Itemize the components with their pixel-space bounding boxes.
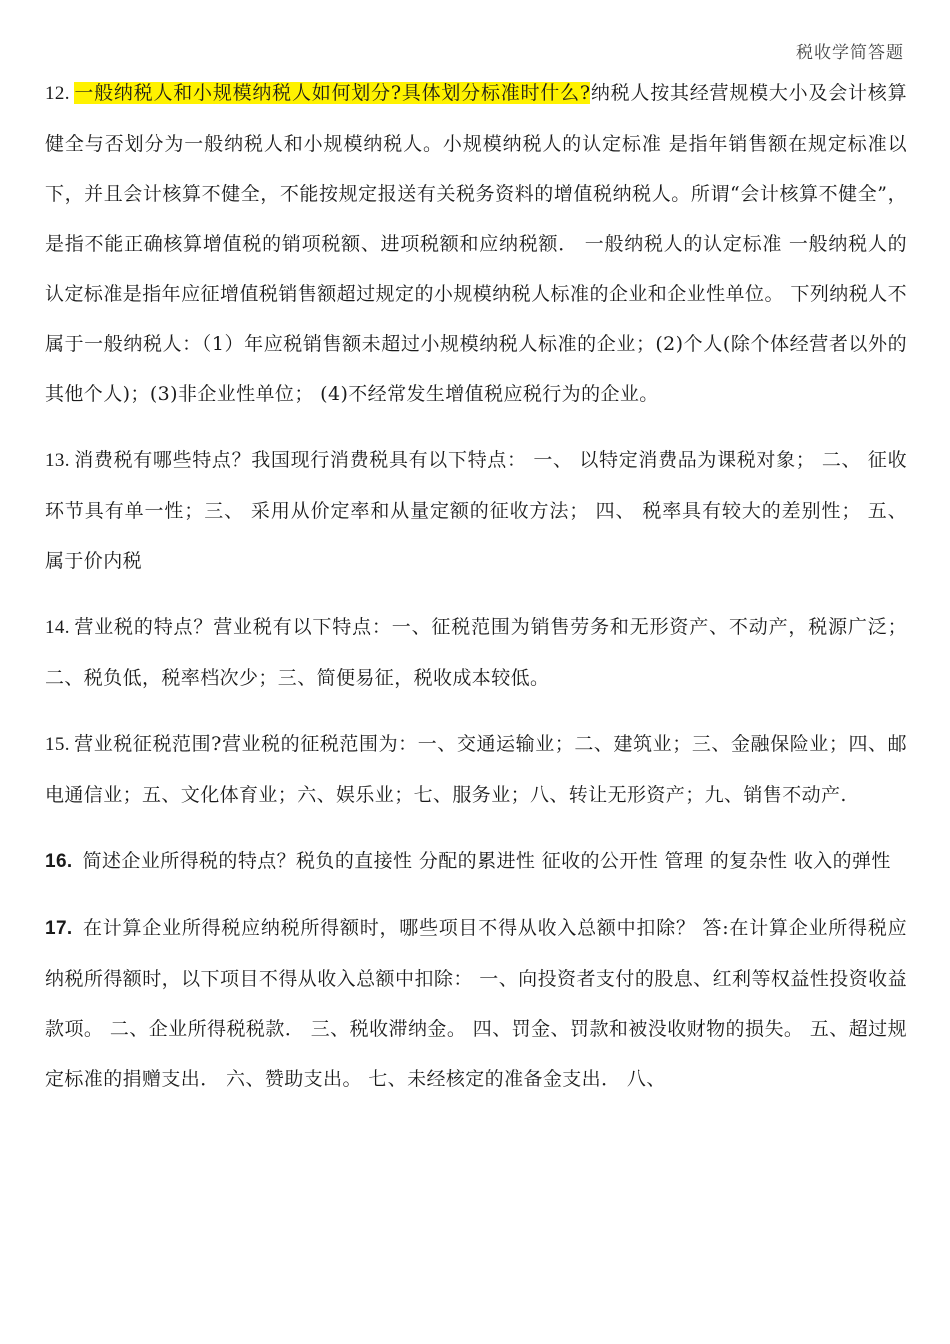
question-number: 17. xyxy=(45,918,73,939)
question-17 xyxy=(45,903,907,1104)
question-number: 15. xyxy=(45,734,70,755)
question-text: 营业税征税范围?营业税的征税范围为：一、交通运输业；二、建筑业；三、金融保险业；四、邮电通信业；五、文化体育业；六、娱乐业；七、服务业；八、转让无形资产；九、销售不动产. xyxy=(45,733,907,806)
page-header-title: 税收学简答题 xyxy=(796,43,904,63)
highlighted-question: 一般纳税人和小规模纳税人如何划分?具体划分标准时什么? xyxy=(73,82,591,104)
question-number: 14. xyxy=(45,617,70,638)
question-12 xyxy=(45,68,907,419)
question-text: 消费税有哪些特点？我国现行消费税具有以下特点： 一、 以特定消费品为课税对象； 二、 征收环节具有单一性；三、 采用从价定率和从量定额的征收方法； 四、 税率具有较大的差别性； 五、 属于价内税 xyxy=(45,449,907,572)
question-number: 12. xyxy=(45,83,70,104)
question-number: 16. xyxy=(45,851,73,872)
question-15 xyxy=(45,719,907,820)
document-body xyxy=(45,68,907,1120)
question-14 xyxy=(45,602,907,703)
question-text: 简述企业所得税的特点？税负的直接性 分配的累进性 征收的公开性 管理 的复杂性 收入的弹性 xyxy=(82,850,891,872)
question-text: 营业税的特点？营业税有以下特点：一、征税范围为销售劳务和无形资产、不动产，税源广泛；二、税负低，税率档次少；三、简便易征，税收成本较低。 xyxy=(45,616,907,689)
question-16 xyxy=(45,836,907,887)
question-13 xyxy=(45,435,907,586)
question-number: 13. xyxy=(45,450,70,471)
question-answer: 纳税人按其经营规模大小及会计核算健全与否划分为一般纳税人和小规模纳税人。小规模纳税人的认定标准 是指年销售额在规定标准以下，并且会计核算不健全，不能按规定报送有关税务资料的增值税纳税人。所谓“会计核算不健全”，是指不能正确核算增值税的销项税额、进项税额和应纳税额． 一般纳税人的认定标准 一般纳税人的认定标准是指年应征增值税销售额超过规定的小规模纳税人标准的企业和企业性单位。 下列纳税人不属于一般纳税人：（1）年应税销售额未超过小规模纳税人标准的企业；(2)个人(除个体经营者以外的其他个人)；(3)非企业性单位； (4)不经常发生增值税应税行为的企业。 xyxy=(45,82,907,405)
question-text: 在计算企业所得税应纳税所得额时，哪些项目不得从收入总额中扣除？ 答:在计算企业所得税应纳税所得额时，以下项目不得从收入总额中扣除： 一、向投资者支付的股息、红利等权益性投资收益款项。 二、企业所得税税款． 三、税收滞纳金。 四、罚金、罚款和被没收财物的损失。 五、超过规定标准的捐赠支出． 六、赞助支出。 七、未经核定的准备金支出． 八、 xyxy=(45,917,907,1090)
